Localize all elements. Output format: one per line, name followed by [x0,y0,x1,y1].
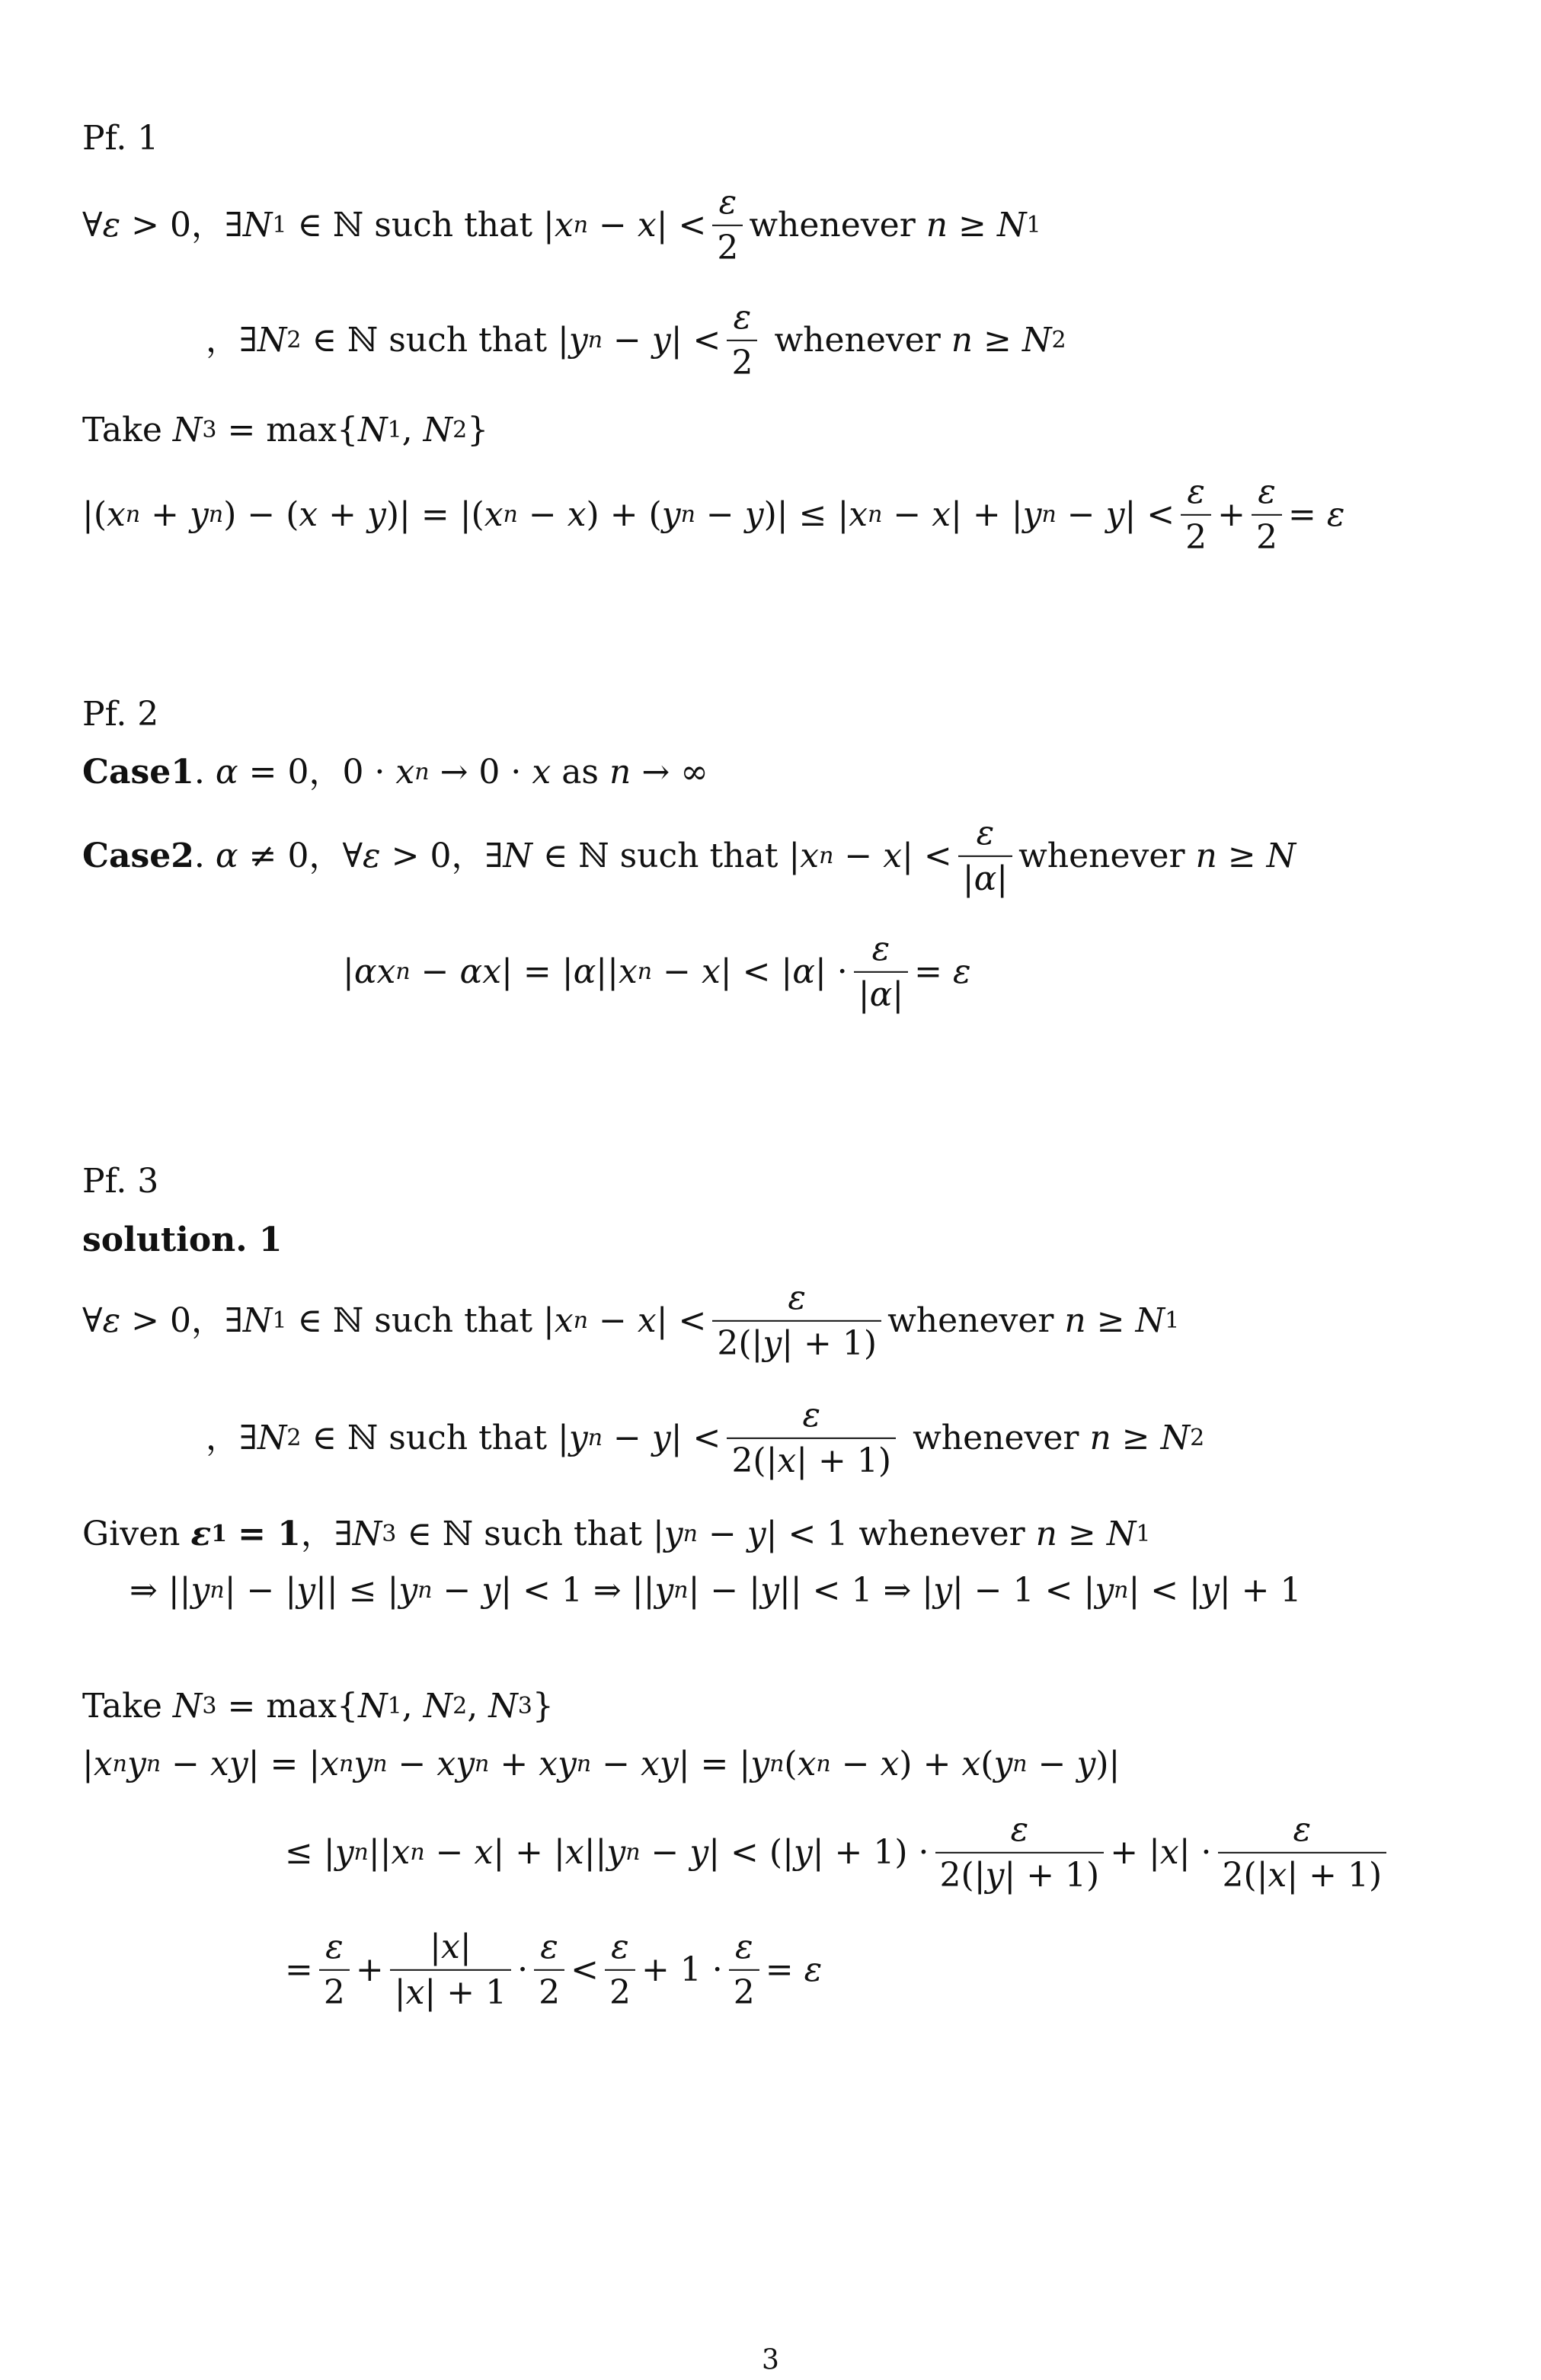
pf2-case1: Case1 . α = 0，0 · x n → 0 · x as n → ∞ [82,753,708,792]
pf3-line-2: ，∃ N 2 ∈ ℕ such that | y n − y | < $\frac{\varepsilon}{2(|x| + 1)}$ whenever n ≥ N 2 [206,1395,1205,1480]
fraction: $\frac{\varepsilon}{2(|x| + 1)}$ [727,1398,896,1479]
fraction: $\frac{\varepsilon}{2}$ [319,1930,350,2011]
fraction: $\frac{\varepsilon}{|\alpha|}$ [958,816,1012,897]
fraction: $\frac{\varepsilon}{2(|y| + 1)}$ [712,1281,881,1361]
fraction: $\frac{\varepsilon}{2}$ [727,300,757,381]
pf3-heading [82,1162,159,1201]
pf1-line-2: ，∃ N 2 ∈ ℕ such that | y n − y | < $\frac{\varepsilon}{2}$ whenever n ≥ N 2 [206,297,1066,382]
page-number: 3 [762,2344,779,2376]
pf1-heading [82,119,159,158]
whenever-text: whenever [1018,837,1185,875]
fraction: $\frac{\varepsilon}{2(|x| + 1)}$ [1218,1812,1387,1893]
pf3-label: Pf. 3 [82,1162,159,1201]
such-that-text: such that [374,206,533,245]
fraction: $\frac{\varepsilon}{2}$ [1181,475,1211,555]
fraction: $\frac{\varepsilon}{2}$ [534,1930,564,2011]
pf3-line-6: | x n y n − xy | = | x n y n − xy n + xy n − xy | = | y n ( x n − x ) + x ( y n − y )| [82,1745,1121,1783]
whenever-text: whenever [858,1515,1025,1553]
pf3-line-8: = $\frac{\varepsilon}{2}$ + $\frac{|x|}{|x| + 1}$ · $\frac{\varepsilon}{2}$ < $\frac{\varepsilon}{2}$ + 1 · $\frac{\varepsilon}{2}$ = ε [285,1927,823,2012]
pf1-line-3: Take N 3 = max{ N 1 , N 2 } [82,411,489,449]
pf3-solution [82,1220,283,1259]
case2-label: Case2 [82,837,194,875]
pf1-line-1: ∀ ε > 0，∃ N 1 ∈ ℕ such that | x n − x | < $\frac{\varepsilon}{2}$ whenever n ≥ N 1 [82,182,1041,267]
solution-label: solution. 1 [82,1220,283,1259]
such-that-text: such that [388,321,548,360]
whenever-text: whenever [774,321,941,360]
whenever-text: whenever [749,206,916,245]
such-that-text: such that [484,1515,642,1553]
whenever-text: whenever [887,1301,1054,1340]
pf3-line-7: ≤ | y n || x n − x | + | x || y n − y | < (| y | + 1) · $\frac{\varepsilon}{2(|y| + 1)}$ + | x | · $\frac{\varepsilon}{2(|x| + 1)}$ [285,1812,1392,1893]
pf2-line-3: | αx n − αx | = | α || x n − x | < | α | · $\frac{\varepsilon}{|\alpha|}$ = ε [343,929,971,1014]
given-text: Given [82,1515,181,1553]
pf1-line-4: |( x n + y n ) − ( x + y )| = |( x n − x ) + ( y n − y )| ≤ | x n − x | + | y n − y | < $\frac{\varepsilon}{2}$ + $\frac{\varepsilon}{2}$ = ε [82,472,1345,557]
fraction: $\frac{\varepsilon}{2}$ [605,1930,635,2011]
pf2-heading [82,695,159,734]
fraction: $\frac{\varepsilon}{2}$ [1252,475,1282,555]
such-that-text: such that [374,1301,533,1340]
take-text: Take [82,1687,162,1726]
fraction: $\frac{\varepsilon}{2(|y| + 1)}$ [935,1812,1105,1893]
fraction: $\frac{|x|}{|x| + 1}$ [390,1930,511,2011]
pf3-line-3: Given ε 1 = 1 ，∃ N 3 ∈ ℕ such that | y n − y | < 1 whenever n ≥ N 1 [82,1515,1151,1553]
fraction: $\frac{\varepsilon}{2}$ [712,185,743,266]
as-text: as [561,753,599,792]
pf3-line-1: ∀ ε > 0，∃ N 1 ∈ ℕ such that | x n − x | < $\frac{\varepsilon}{2(|y| + 1)}$ whenever n ≥ N 1 [82,1278,1180,1363]
take-text: Take [82,411,162,449]
such-that-text: such that [619,837,778,875]
pf3-line-5: Take N 3 = max{ N 1 , N 2 , N 3 } [82,1687,554,1726]
pf2-case2: Case2 . α ≠ 0，∀ ε > 0，∃ N ∈ ℕ such that | x n − x | < $\frac{\varepsilon}{|\alpha|}$ whenever n ≥ N [82,813,1296,898]
pf2-label: Pf. 2 [82,695,159,734]
case1-label: Case1 [82,753,194,792]
fraction: $\frac{\varepsilon}{2}$ [729,1930,759,2011]
pf3-line-4: ⇒ || y n | − | y || ≤ | y n − y | < 1 ⇒ || y n | − | y || < 1 ⇒ | y | − 1 < | y n | < | y | + 1 [129,1571,1302,1610]
whenever-text: whenever [913,1419,1079,1457]
fraction: $\frac{\varepsilon}{|\alpha|}$ [854,932,908,1012]
such-that-text: such that [388,1419,548,1457]
pf1-label: Pf. 1 [82,119,159,158]
